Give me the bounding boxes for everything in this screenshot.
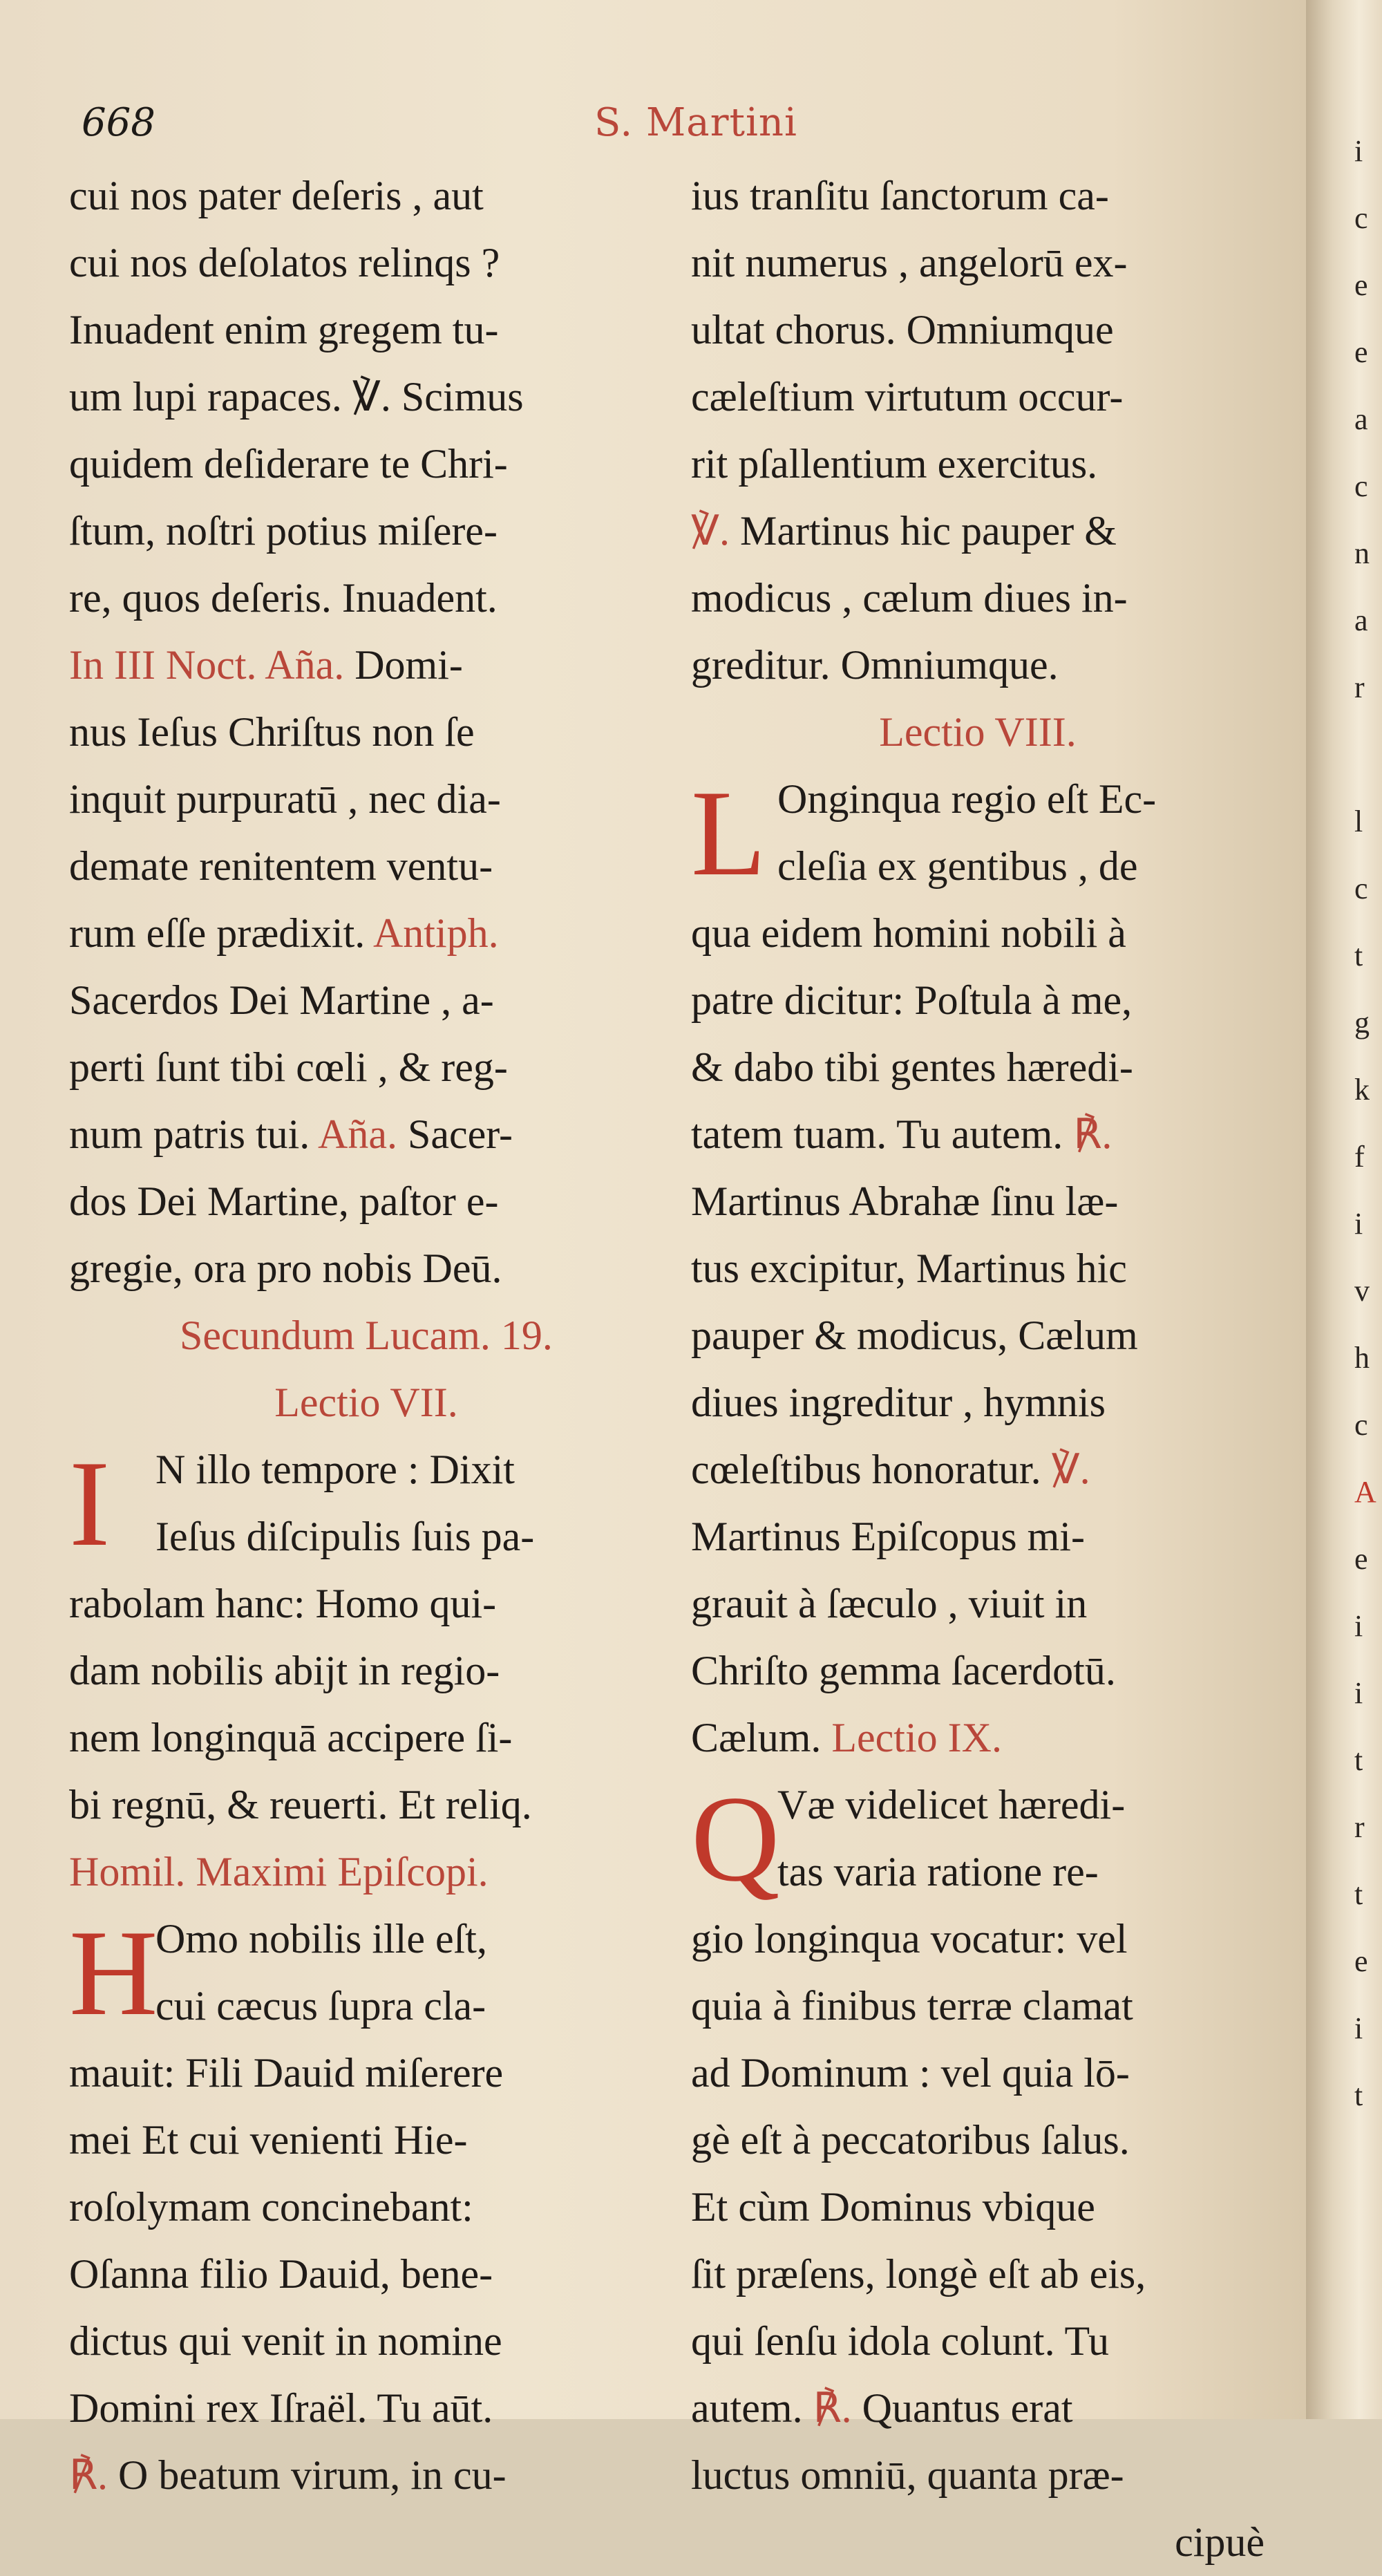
running-head: S. Martini <box>594 100 797 145</box>
left-line <box>69 967 663 1034</box>
rubric-mark: Antiph. <box>372 910 499 956</box>
line-text: Et cùm Dominus vbique <box>691 2184 1095 2230</box>
right-line <box>691 1436 1265 1503</box>
right-line <box>691 632 1265 699</box>
edge-letter <box>1354 721 1382 788</box>
right-line <box>691 364 1265 431</box>
edge-letter: i <box>1354 1609 1363 1643</box>
drop-cap: L <box>691 764 766 901</box>
edge-letter: a <box>1354 603 1368 637</box>
line-text: grauit à ſæculo , viuit in <box>691 1581 1088 1626</box>
rubric-mark: ℣. <box>691 508 730 554</box>
line-text: gregie, ora pro nobis Deū. <box>69 1245 502 1291</box>
left-line <box>69 431 663 498</box>
line-text: & dabo tibi gentes hæredi- <box>691 1044 1133 1090</box>
line-text: cleſia ex gentibus , de <box>777 843 1138 889</box>
line-text: re, quos deſeris. Inuadent. <box>69 575 498 621</box>
left-line <box>69 766 663 833</box>
line-text: cipuè <box>1175 2519 1265 2565</box>
edge-letter: e <box>1354 268 1368 302</box>
line-text: cui nos deſolatos relinqs ? <box>69 240 500 285</box>
left-line <box>69 1570 663 1637</box>
line-text: qui ſenſu idola colunt. Tu <box>691 2318 1110 2364</box>
right-line <box>691 1235 1265 1302</box>
edge-letter: t <box>1354 1877 1363 1911</box>
page-number: 668 <box>82 100 155 145</box>
line-text: autem. <box>691 2385 813 2431</box>
rubric-mark: ℟. <box>1073 1111 1113 1157</box>
left-line <box>69 1235 663 1302</box>
edge-letter: t <box>1354 939 1363 972</box>
left-line <box>69 498 663 565</box>
line-text: mei Et cui venienti Hie- <box>69 2117 468 2163</box>
right-line <box>691 833 1265 900</box>
line-text: dos Dei Martine, paſtor e- <box>69 1178 499 1224</box>
line-text: nus Ieſus Chriſtus non ſe <box>69 709 475 755</box>
left-line <box>69 833 663 900</box>
right-line <box>691 2442 1265 2509</box>
left-line <box>69 2375 663 2442</box>
line-text: rit pſallentium exercitus. <box>691 441 1098 487</box>
right-line <box>691 229 1265 297</box>
line-text: qua eidem homini nobili à <box>691 910 1126 956</box>
line-text: Onginqua regio eſt Ec- <box>777 776 1157 822</box>
edge-letter: c <box>1354 469 1368 503</box>
edge-letter: f <box>1354 1140 1365 1174</box>
right-line <box>691 1637 1265 1704</box>
left-line <box>69 297 663 364</box>
edge-letter: h <box>1354 1341 1370 1375</box>
line-text: rum eſſe prædixit. <box>69 910 373 956</box>
line-text: greditur. Omniumque. <box>691 642 1059 688</box>
right-line <box>691 2107 1265 2174</box>
drop-cap: H <box>69 1904 158 2041</box>
line-text: patre dicitur: Poſtula à me, <box>691 977 1133 1023</box>
line-text: tus excipitur, Martinus hic <box>691 1245 1127 1291</box>
left-line <box>69 1973 663 2040</box>
line-text: O beatum virum, in cu- <box>108 2452 507 2498</box>
line-text: dictus qui venit in nomine <box>69 2318 502 2364</box>
line-text: quidem deſiderare te Chri- <box>69 441 508 487</box>
right-line <box>691 2375 1265 2442</box>
line-text: inquit purpuratū , nec dia- <box>69 776 501 822</box>
left-line <box>69 1771 663 1839</box>
edge-letter: A <box>1354 1475 1376 1509</box>
left-column <box>69 162 663 2509</box>
edge-letter: l <box>1354 805 1363 838</box>
line-text: cui cæcus ſupra cla- <box>155 1983 486 2029</box>
right-column <box>691 162 1265 2576</box>
line-text: cui nos pater deſeris , aut <box>69 173 484 218</box>
line-text: nit numerus , angelorū ex- <box>691 240 1128 285</box>
left-line <box>69 565 663 632</box>
rubric-mark: Lectio IX. <box>831 1715 1002 1760</box>
left-line <box>69 1034 663 1101</box>
line-text: diues ingreditur , hymnis <box>691 1380 1106 1425</box>
line-text: cœleſtibus honoratur. <box>691 1447 1052 1492</box>
left-line <box>69 900 663 967</box>
line-text: roſolymam concinebant: <box>69 2184 473 2230</box>
right-line <box>691 1704 1265 1771</box>
line-text: tatem tuam. Tu autem. <box>691 1111 1074 1157</box>
line-text: rabolam hanc: Homo qui- <box>69 1581 497 1626</box>
line-text: Sacerdos Dei Martine , a- <box>69 977 494 1023</box>
left-line <box>69 162 663 229</box>
line-text: um lupi rapaces. ℣. Scimus <box>69 374 524 420</box>
line-text: ultat chorus. Omniumque <box>691 307 1114 352</box>
right-line <box>691 431 1265 498</box>
edge-letter: e <box>1354 1944 1368 1978</box>
page-header <box>0 100 1306 156</box>
line-text: bi regnū, & reuerti. Et reliq. <box>69 1782 532 1827</box>
right-line <box>691 967 1265 1034</box>
line-text: Martinus hic pauper & <box>730 508 1117 554</box>
facing-page-edge <box>1354 117 1382 2191</box>
line-text: Ieſus diſcipulis ſuis pa- <box>155 1514 535 1559</box>
line-text: mauit: Fili Dauid miſerere <box>69 2050 504 2096</box>
edge-letter: i <box>1354 134 1363 168</box>
left-line <box>69 229 663 297</box>
left-heading: Lectio VII. <box>274 1380 458 1425</box>
line-text: N illo tempore : Dixit <box>155 1447 515 1492</box>
edge-letter: e <box>1354 335 1368 369</box>
right-line <box>691 2174 1265 2241</box>
line-text: Martinus Abrahæ ſinu læ- <box>691 1178 1119 1224</box>
rubric-mark: ℣. <box>1051 1447 1090 1492</box>
edge-letter: n <box>1354 536 1370 570</box>
right-line <box>691 1503 1265 1570</box>
edge-letter: c <box>1354 1408 1368 1442</box>
line-text: modicus , cælum diues in- <box>691 575 1128 621</box>
rubric-mark: In III Noct. Aña. <box>69 642 345 688</box>
line-text: demate renitentem ventu- <box>69 843 493 889</box>
line-text: pauper & modicus, Cælum <box>691 1313 1138 1358</box>
edge-letter: g <box>1354 1006 1370 1040</box>
line-text: Domini rex Iſraël. Tu aūt. <box>69 2385 493 2431</box>
line-text: gio longinqua vocatur: vel <box>691 1916 1128 1962</box>
left-line <box>69 2241 663 2308</box>
right-line <box>691 1302 1265 1369</box>
right-line <box>691 1570 1265 1637</box>
line-text: Chriſto gemma ſacerdotū. <box>691 1648 1116 1693</box>
line-text: luctus omniū, quanta præ- <box>691 2452 1124 2498</box>
left-heading: Homil. Maximi Epiſcopi. <box>69 1849 489 1895</box>
drop-cap: I <box>69 1435 111 1572</box>
edge-letter: v <box>1354 1274 1370 1308</box>
left-line <box>69 2174 663 2241</box>
left-line <box>69 1168 663 1235</box>
left-line <box>69 1101 663 1168</box>
line-text: perti ſunt tibi cœli , & reg- <box>69 1044 508 1090</box>
right-line <box>691 297 1265 364</box>
left-line <box>69 2442 663 2509</box>
left-line <box>69 2308 663 2375</box>
line-text: ſit præſens, longè eſt ab eis, <box>691 2251 1146 2297</box>
right-line <box>691 2509 1265 2576</box>
right-line <box>691 1034 1265 1101</box>
line-text: tas varia ratione re- <box>777 1849 1099 1895</box>
line-text: quia à finibus terræ clamat <box>691 1983 1133 2029</box>
line-text: Quantus erat <box>851 2385 1073 2431</box>
left-line <box>69 1637 663 1704</box>
edge-letter: k <box>1354 1073 1370 1107</box>
line-text: Inuadent enim gregem tu- <box>69 307 499 352</box>
line-text: dam nobilis abijt in regio- <box>69 1648 500 1693</box>
line-text: ſtum, noſtri potius miſere- <box>69 508 498 554</box>
edge-letter: r <box>1354 670 1365 704</box>
edge-letter: r <box>1354 1810 1365 1844</box>
edge-letter: e <box>1354 1542 1368 1576</box>
left-line <box>69 699 663 766</box>
line-text: ius tranſitu ſanctorum ca- <box>691 173 1109 218</box>
right-line <box>691 162 1265 229</box>
edge-letter: a <box>1354 402 1368 436</box>
edge-letter: i <box>1354 1676 1363 1710</box>
edge-letter: i <box>1354 1207 1363 1241</box>
line-text: Martinus Epiſcopus mi- <box>691 1514 1085 1559</box>
right-line <box>691 2040 1265 2107</box>
line-text: Cælum. <box>691 1715 832 1760</box>
left-line <box>69 1503 663 1570</box>
edge-letter: c <box>1354 201 1368 235</box>
left-heading: Secundum Lucam. 19. <box>180 1313 553 1358</box>
edge-letter: c <box>1354 872 1368 905</box>
right-line <box>691 900 1265 967</box>
line-text: gè eſt à peccatoribus ſalus. <box>691 2117 1130 2163</box>
right-line <box>691 2308 1265 2375</box>
line-text: Sacer- <box>397 1111 513 1157</box>
rubric-mark: ℟. <box>69 2452 108 2498</box>
right-line <box>691 1168 1265 1235</box>
line-text: ad Dominum : vel quia lō- <box>691 2050 1130 2096</box>
right-heading: Lectio VIII. <box>879 709 1077 755</box>
edge-letter: t <box>1354 2078 1363 2112</box>
left-line <box>69 632 663 699</box>
drop-cap: Q <box>691 1770 780 1907</box>
right-line <box>691 565 1265 632</box>
left-line <box>69 2040 663 2107</box>
right-line <box>691 1973 1265 2040</box>
left-line <box>69 2107 663 2174</box>
line-text: Domi- <box>344 642 463 688</box>
left-line <box>69 364 663 431</box>
rubric-mark: ℟. <box>813 2385 852 2431</box>
left-line <box>69 1704 663 1771</box>
line-text: cæleſtium virtutum occur- <box>691 374 1124 420</box>
line-text: Omo nobilis ille eſt, <box>155 1916 487 1962</box>
right-line <box>691 1101 1265 1168</box>
line-text: Oſanna filio Dauid, bene- <box>69 2251 493 2297</box>
rubric-mark: Aña. <box>318 1111 397 1157</box>
right-line <box>691 1906 1265 1973</box>
edge-letter: t <box>1354 1743 1363 1777</box>
right-line <box>691 2241 1265 2308</box>
right-line <box>691 1369 1265 1436</box>
edge-letter: i <box>1354 2011 1363 2045</box>
line-text: Væ videlicet hæredi- <box>777 1782 1126 1827</box>
line-text: nem longinquā accipere ſi- <box>69 1715 513 1760</box>
right-line <box>691 498 1265 565</box>
line-text: num patris tui. <box>69 1111 318 1157</box>
